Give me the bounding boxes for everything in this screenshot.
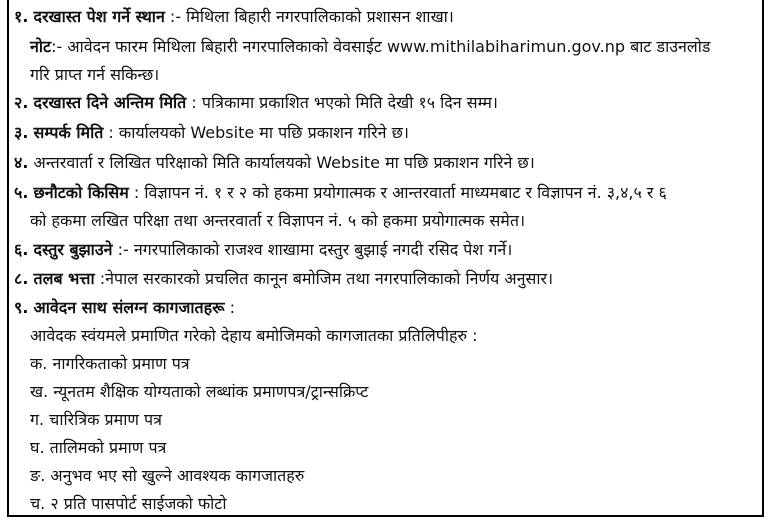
item-text: :- मिथिला बिहारी नगरपालिकाको प्रशासन शाखा। xyxy=(164,7,454,26)
item-2 xyxy=(14,91,498,115)
item-text: : xyxy=(224,298,236,317)
attachment-item xyxy=(30,380,368,404)
item-number: २. xyxy=(14,93,29,112)
item-number: १. xyxy=(14,7,29,26)
item-text: :- नगरपालिकाको राजश्व शाखामा दस्तुर बुझाई नगदी रसिद पेश गर्ने। xyxy=(112,240,513,259)
attachment-text: ख. न्यूनतम शैक्षिक योग्यताको लब्धांक प्रमाणपत्र/ट्रान्सक्रिप्ट xyxy=(30,382,369,401)
item-9 xyxy=(14,296,235,320)
item-text: : विज्ञापन नं. १ र २ को हकमा प्रयोगात्मक र आन्तरवार्ता माध्यमबाट र विज्ञापन नं. ३,४,५ र ६ xyxy=(128,183,667,202)
attachment-item xyxy=(30,464,304,488)
item-text: अन्तरवार्ता र लिखित परिक्षाको मिति कार्यालयको Website मा पछि प्रकाशन गरिने छ। xyxy=(33,153,535,172)
item-6 xyxy=(14,238,512,262)
item-number: ५. xyxy=(14,183,29,202)
item-heading: दरखास्त दिने अन्तिम मिति xyxy=(33,93,187,112)
item-number: ३. xyxy=(14,123,29,142)
attachment-item xyxy=(30,352,190,376)
attachment-text: च. २ प्रति पासपोर्ट साईजको फोटो xyxy=(30,494,227,513)
item-number: ८. xyxy=(14,269,29,288)
item-heading: आवेदन साथ संलग्न कागजातहरू xyxy=(33,298,225,317)
item-heading: सम्पर्क मिति xyxy=(33,123,104,142)
item-4 xyxy=(14,151,535,175)
item-3 xyxy=(14,121,409,145)
attachment-text: ग. चारित्रिक प्रमाण पत्र xyxy=(30,410,162,429)
attachment-text: ङ. अनुभव भए सो खुल्ने आवश्यक कागजातहरु xyxy=(30,466,305,485)
item-heading: दरखास्त पेश गर्ने स्थान xyxy=(33,7,165,26)
attachment-text: घ. तालिमको प्रमाण पत्र xyxy=(30,438,167,457)
note-line xyxy=(30,35,710,59)
attachment-item xyxy=(30,436,166,460)
item-number: ६. xyxy=(14,240,29,259)
item-5 xyxy=(14,181,667,205)
attachments-intro xyxy=(30,324,478,348)
attachments-intro-text: आवेदक स्वंयमले प्रमाणित गरेको देहाय बमोजिमको कागजातका प्रतिलिपीहरु : xyxy=(30,326,478,345)
item-5-continued xyxy=(30,209,525,233)
item-text: : कार्यालयको Website मा पछि प्रकाशन गरिने छ। xyxy=(103,123,409,142)
item-text: : पत्रिकामा प्रकाशित भएको मिति देखी १५ दिन सम्म। xyxy=(186,93,498,112)
attachment-item xyxy=(30,492,227,516)
item-1 xyxy=(14,5,454,29)
item-number: ४. xyxy=(14,153,29,172)
item-text: :नेपाल सरकारको प्रचलित कानून बमोजिम तथा नगरपालिकाको निर्णय अनुसार। xyxy=(94,269,554,288)
item-8 xyxy=(14,267,553,291)
item-heading: तलब भत्ता xyxy=(33,269,95,288)
item-number: ९. xyxy=(14,298,29,317)
item-heading: छनौटको किसिम xyxy=(33,183,129,202)
attachment-text: क. नागरिकताको प्रमाण पत्र xyxy=(30,354,190,373)
note-text-continued: गरि प्राप्त गर्न सकिन्छ। xyxy=(30,65,160,84)
attachment-item xyxy=(30,408,162,432)
item-heading: दस्तुर बुझाउने xyxy=(33,240,113,259)
note-text: :- आवेदन फारम मिथिला बिहारी नगरपालिकाको वेवसाईट www.mithilabiharimun.gov.np बाट डाउनलोड xyxy=(51,37,711,56)
note-line-continued xyxy=(30,63,159,87)
note-heading: नोट xyxy=(30,37,52,56)
item-text-continued: को हकमा लखित परिक्षा तथा अन्तरवार्ता र विज्ञापन नं. ५ को हकमा प्रयोगात्मक समेत। xyxy=(30,211,526,230)
